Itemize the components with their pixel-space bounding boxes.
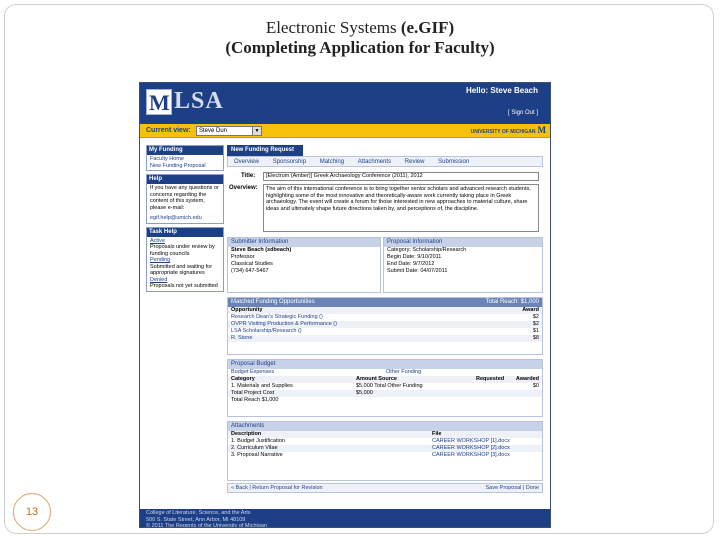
matched-award-2: $2 [532,321,539,327]
matched-row-4[interactable]: R. Stone [231,335,253,341]
title-line2: (Completing Application for Faculty) [225,38,495,57]
chevron-down-icon[interactable]: ▼ [252,127,261,135]
new-funding-proposal-link[interactable]: New Funding Proposal [150,162,206,169]
proposal-begin-label: Begin Date: [387,254,416,260]
footer-line-2: 500 S. State Street, Ann Arbor, MI 48109 [146,516,246,523]
task-help-active-text: Proposals under review by funding councils [150,244,215,257]
help-box [146,174,224,224]
submitter-panel [227,237,381,293]
proposal-category-value: Scholarship/Research [412,247,467,253]
budget-expenses-label: Budget Expenses [231,369,275,375]
matched-award-1: $2 [532,314,539,320]
budget-row-2-amount: $5,000 [356,390,373,396]
app-header [140,83,551,124]
budget-col-category: Category [231,376,255,382]
subtab-bar [227,156,543,167]
subtab-submission[interactable]: Submission [438,159,470,165]
attach-row-2-desc: 2. Curriculum Vitae [231,445,278,451]
proposal-submit-value: 04/07/2011 [420,268,448,274]
faculty-home-link[interactable]: Faculty Home [150,156,184,162]
matched-funding-panel [227,297,543,355]
attach-col-file: File [432,431,442,437]
budget-panel [227,359,543,417]
budget-row-1-category: 1. Materials and Supplies [231,383,293,389]
current-view-value: Steve Dun [199,128,228,134]
proposal-category-label: Category: [387,247,411,253]
proposal-end-label: End Date: [387,261,412,267]
help-title: Help [147,175,223,184]
matched-award-4: $8 [532,335,539,341]
title-line1-bold: (e.GIF) [400,18,455,37]
overview-label: Overview: [229,185,258,191]
proposal-begin-value: 9/10/2011 [417,254,442,260]
logo-icon: M [146,89,172,115]
budget-row-1-awarded: $0 [532,383,539,389]
subtab-overview[interactable]: Overview [234,159,260,165]
attachments-panel [227,421,543,481]
matched-col-award: Award [522,307,539,313]
slide-number: 13 [13,493,51,531]
matched-row-2[interactable]: OVPR Visiting Production & Performance () [231,321,337,327]
proposal-info-title: Proposal Information [384,238,542,247]
proposal-info-panel [383,237,543,293]
task-help-pending-heading: Pending [150,257,171,263]
task-help-denied-heading: Denied [150,276,168,283]
matched-award-3: $1 [532,328,539,334]
other-funding-label: Other Funding [386,369,422,375]
main-content [227,145,543,491]
task-help-active-heading: Active [150,237,165,244]
current-view-select[interactable] [196,126,262,136]
attach-row-3-desc: 3. Proposal Narrative [231,452,283,458]
subtab-matching[interactable]: Matching [319,159,345,165]
task-help-pending-text: Submitted and waiting for appropriate signatures [150,263,213,276]
attach-row-1-desc: 1. Budget Justification [231,438,285,444]
matched-funding-title: Matched Funding Opportunities [231,299,315,305]
title-label: Title: [241,173,256,179]
footer-line-1: College of Literature, Science, and the Arts [146,510,251,516]
tab-new-funding-request[interactable]: New Funding Request [227,145,303,156]
submitter-name: Steve Beach (sdbeach) [231,247,292,253]
matched-col-opportunity: Opportunity [231,307,263,313]
attach-row-2-file[interactable]: CAREER WORKSHOP [2].docx [432,445,510,451]
task-help-box [146,227,224,292]
attach-row-3-file[interactable]: CAREER WORKSHOP [3].docx [432,452,510,458]
overview-field[interactable]: The aim of this international conference is to bring together senior scholars and advanced research students, highlighting some of the most innovative and theoretically-aware work currently taking place in Greek archaeology. The event will create a forum for those interested in new approaches to material culture, share ideas and ultimately shape future directions taken by, and perceptions of, the discipline. [263,184,539,232]
help-text: If you have any questions or concerns regarding the content of this system, please e-mail: [150,185,219,211]
logo-text: LSA [174,88,224,114]
submitter-title: Submitter Information [228,238,380,247]
app-footer [140,509,551,528]
save-done-actions[interactable]: Save Proposal | Done [485,485,539,491]
task-help-title: Task Help [147,228,223,237]
attachments-title: Attachments [228,422,542,431]
subtab-review[interactable]: Review [404,159,425,165]
budget-col-requested: Requested [476,376,505,382]
matched-total: Total Reach: $1,000 [485,299,539,305]
sign-out-link[interactable]: [ Sign Out ] [507,110,538,116]
budget-col-awarded: Awarded [515,376,539,382]
budget-title: Proposal Budget [228,360,542,369]
submitter-phone: (734) 647-5467 [231,268,269,274]
submitter-role: Professor [231,254,255,260]
proposal-end-value: 9/7/2012 [413,261,435,267]
task-help-denied-text: Proposals not yet submitted [150,283,218,289]
subtab-sponsorship[interactable]: Sponsorship [272,159,307,165]
subtab-attachments[interactable]: Attachments [357,159,392,165]
slide-title [0,18,720,58]
budget-row-1-amount: $5,000 Total Other Funding [356,383,423,389]
title-field[interactable]: [Electrum (Amber)] Greek Archaeology Conference (2011), 2012 [263,172,539,181]
matched-row-1[interactable]: Research Dean's Strategic Funding () [231,314,323,320]
greeting: Hello: Steve Beach [465,86,538,95]
action-bar [227,483,543,493]
sidebar [146,145,224,295]
current-view-label: Current view: [146,127,191,134]
budget-col-amount: Amount Source [356,376,397,382]
title-line1-prefix: Electronic Systems [265,18,401,37]
my-funding-box [146,145,224,171]
attach-row-1-file[interactable]: CAREER WORKSHOP [1].docx [432,438,510,444]
um-text: UNIVERSITY OF MICHIGAN [470,129,536,135]
um-mark: M [537,125,546,135]
budget-row-3-category: Total Reach $1,000 [231,397,279,403]
university-logo [469,127,546,136]
budget-row-2-category: Total Project Cost [231,390,275,396]
my-funding-title: My Funding [147,146,223,155]
matched-row-3[interactable]: LSA Scholarship/Research () [231,328,302,334]
help-email-link[interactable]: egif.help@umich.edu [150,215,202,221]
proposal-submit-label: Submit Date: [387,268,419,274]
back-return-actions[interactable]: « Back | Return Proposal for Revision [231,485,323,491]
current-view-bar [140,124,551,138]
footer-line-3: © 2011 The Regents of the University of Michigan [146,523,267,528]
attach-col-description: Description [231,431,262,437]
submitter-dept: Classical Studies [231,261,273,267]
app-screenshot [139,82,551,528]
